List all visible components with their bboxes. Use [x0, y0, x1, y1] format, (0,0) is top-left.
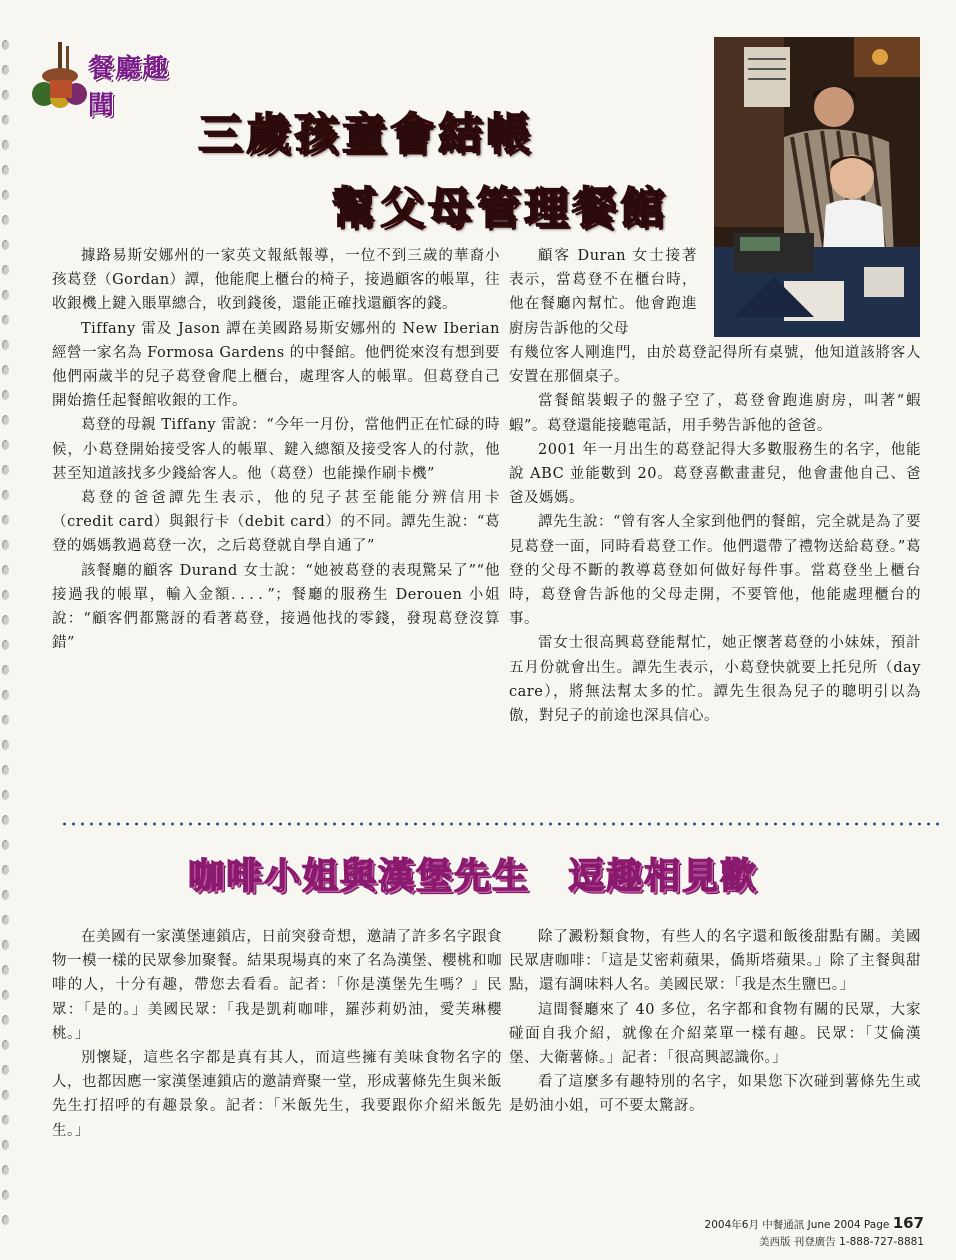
page-footer — [680, 1214, 924, 1249]
paragraph: 據路易斯安娜州的一家英文報紙報導，一位不到三歲的華裔小孩葛登（Gordan）譚，他能爬上櫃台的椅子，接過顧客的帳單，往收銀機上鍵入賬單總合，收到錢後，還能正確找還顧客的錢。 — [52, 248, 500, 313]
article1-column2-top — [509, 244, 697, 341]
binding-hole — [2, 740, 9, 750]
paragraph: 有幾位客人剛進門，由於葛登記得所有桌號，他知道該將客人安置在那個桌子。 — [509, 345, 921, 386]
binding-hole — [2, 40, 9, 50]
paragraph: 顧客 Duran 女士接著表示，當葛登不在櫃台時，他在餐廳內幫忙。他會跑進廚房告訴他的父母 — [509, 248, 697, 337]
binding-hole — [2, 115, 9, 125]
footer-ad-label: 刊登廣告 — [793, 1236, 836, 1248]
binding-hole — [2, 615, 9, 625]
binding-hole — [2, 1115, 9, 1125]
article1-column2 — [509, 341, 921, 728]
binding-hole — [2, 1190, 9, 1200]
binding-hole — [2, 1065, 9, 1075]
binding-hole — [2, 65, 9, 75]
binding-hole — [2, 365, 9, 375]
binding-hole — [2, 640, 9, 650]
paragraph: 葛登的爸爸譚先生表示，他的兒子甚至能能分辨信用卡（credit card）與銀行卡（debit card）的不同。譚先生說：“葛登的媽媽教過葛登一次，之后葛登就自學自通了” — [52, 490, 500, 555]
article1-headline-line1: 三歲孩童會結帳 — [198, 109, 534, 160]
binding-hole — [2, 540, 9, 550]
binding-hole — [2, 940, 9, 950]
paragraph: 別懷疑，這些名字都是真有其人，而這些擁有美味食物名字的人，也都因應一家漢堡連鎖店的邀請齊聚一堂，形成薯條先生與米飯先生打招呼的有趣景象。記者：「米飯先生，我要跟你介紹米飯先生。」 — [52, 1050, 502, 1139]
binding-hole — [2, 915, 9, 925]
paragraph: 這間餐廳來了 40 多位，名字都和食物有關的民眾，大家碰面自我介紹，就像在介紹菜單一樣有趣。民眾：「艾倫漢堡、大衛薯條。」記者：「很高興認識你。」 — [509, 1001, 921, 1067]
binding-hole — [2, 565, 9, 575]
binding-hole — [2, 290, 9, 300]
binding-hole — [2, 1140, 9, 1150]
article2-column1 — [52, 925, 502, 1143]
binding-hole — [2, 190, 9, 200]
binding-hole — [2, 390, 9, 400]
article2-column2 — [509, 925, 921, 1119]
binding-hole — [2, 415, 9, 425]
photo-father-and-child-at-register — [714, 37, 920, 337]
binding-hole — [2, 315, 9, 325]
binding-hole — [2, 215, 9, 225]
binding-hole — [2, 990, 9, 1000]
binding-hole — [2, 1090, 9, 1100]
binding-hole — [2, 965, 9, 975]
page-number: 167 — [892, 1214, 924, 1232]
binding-hole — [2, 715, 9, 725]
article1-headline-line2: 幫父母管理餐館 — [332, 183, 668, 234]
paragraph: 看了這麼多有趣特別的名字，如果您下次碰到薯條先生或是奶油小姐，可不要太驚訝。 — [509, 1074, 921, 1115]
binding-hole — [2, 1040, 9, 1050]
paragraph: 雷女士很高興葛登能幫忙，她正懷著葛登的小妹妹，預計五月份就會出生。譚先生表示，小葛登快就要上托兒所（day care），將無法幫太多的忙。譚先生很為兒子的聰明引以為傲，對兒子的前途也深具信心。 — [509, 635, 921, 725]
footer-phone: 1-888-727-8881 — [839, 1236, 924, 1248]
binding-hole — [2, 765, 9, 775]
binding-hole — [2, 440, 9, 450]
binding-hole — [2, 890, 9, 900]
binding-hole — [2, 865, 9, 875]
article2-headline: 咖啡小姐與漢堡先生 逗趣相見歡 — [188, 856, 759, 897]
section-label: 餐廳趣聞 — [88, 54, 170, 121]
paragraph: 2001 年一月出生的葛登記得大多數服務生的名字，他能說 ABC 並能數到 20。葛登喜歡畫畫兒，他會畫他自己、爸爸及媽媽。 — [509, 441, 921, 507]
paragraph: 除了澱粉類食物，有些人的名字還和飯後甜點有關。美國民眾唐咖啡：「這是艾密莉蘋果，僑斯塔蘋果。」除了主餐與甜點，還有調味料人名。美國民眾：「我是杰生鹽巴。」 — [509, 929, 921, 994]
footer-date-zh: 2004年6月 — [704, 1219, 759, 1231]
binding-hole — [2, 490, 9, 500]
paragraph: 譚先生說：“曾有客人全家到他們的餐館，完全就是為了要見葛登一面，同時看葛登工作。他們還帶了禮物送給葛登。”葛登的父母不斷的教導葛登如何做好每件事。當葛登坐上櫃台時，葛登會告訴他的父母走開，不要管他，他能處理櫃台的事。 — [509, 514, 921, 628]
binding-hole — [2, 590, 9, 600]
kitchen-utensils-icon — [30, 40, 90, 110]
binding-hole — [2, 165, 9, 175]
binding-hole — [2, 1215, 9, 1225]
binding-hole — [2, 140, 9, 150]
paragraph: Tiffany 雷及 Jason 譚在美國路易斯安娜州的 New Iberian 經營一家名為 Formosa Gardens 的中餐館。他們從來沒有想到要他們兩歲半的兒子葛登會爬上櫃台，處理客人的帳單。但葛登自己開始擔任起餐館收銀的工作。 — [52, 320, 500, 410]
binding-hole — [2, 265, 9, 275]
binding-hole — [2, 840, 9, 850]
binding-hole — [2, 815, 9, 825]
paragraph: 葛登的母親 Tiffany 雷說：“今年一月份，當他們正在忙碌的時候，小葛登開始接受客人的帳單、鍵入總額及接受客人的付款，他甚至知道該找多少錢給客人。他（葛登）也能操作刷卡機” — [52, 417, 500, 482]
paragraph: 當餐館裝蝦子的盤子空了，葛登會跑進廚房，叫著“蝦蝦”。葛登還能接聽電話，用手勢告訴他的爸爸。 — [509, 393, 921, 434]
binding-hole — [2, 790, 9, 800]
footer-page-label: Page — [863, 1219, 890, 1231]
binding-hole — [2, 665, 9, 675]
binding-hole — [2, 465, 9, 475]
section-banner — [30, 30, 180, 121]
binding-hole — [2, 240, 9, 250]
footer-publication: 中餐通訊 — [762, 1219, 805, 1231]
paragraph: 在美國有一家漢堡連鎖店，日前突發奇想，邀請了許多名字跟食物一模一樣的民眾參加聚餐。結果現場真的來了名為漢堡、櫻桃和咖啡的人，十分有趣，帶您去看看。記者：「你是漢堡先生嗎？」民眾：「是的。」美國民眾：「我是凱莉咖啡，羅莎莉奶油，愛芙琳櫻桃。」 — [52, 929, 502, 1042]
binding-hole — [2, 690, 9, 700]
binding-hole — [2, 90, 9, 100]
paragraph: 該餐廳的顧客 Durand 女士說：“她被葛登的表現驚呆了”“他接過我的帳單，輸入金額．．．．”；餐廳的服務生 Derouen 小姐說：“顧客們都驚訝的看著葛登，接過他找的零錢，發現葛登沒算錯” — [52, 562, 500, 652]
binding-hole — [2, 340, 9, 350]
footer-date-en: June 2004 — [807, 1219, 861, 1231]
article1-column1 — [52, 244, 500, 655]
footer-edition: 美西版 — [758, 1236, 791, 1248]
binding-hole — [2, 1015, 9, 1025]
dotted-divider — [60, 822, 940, 826]
binding-hole — [2, 515, 9, 525]
binding-hole — [2, 1165, 9, 1175]
binding-holes — [2, 40, 12, 1240]
